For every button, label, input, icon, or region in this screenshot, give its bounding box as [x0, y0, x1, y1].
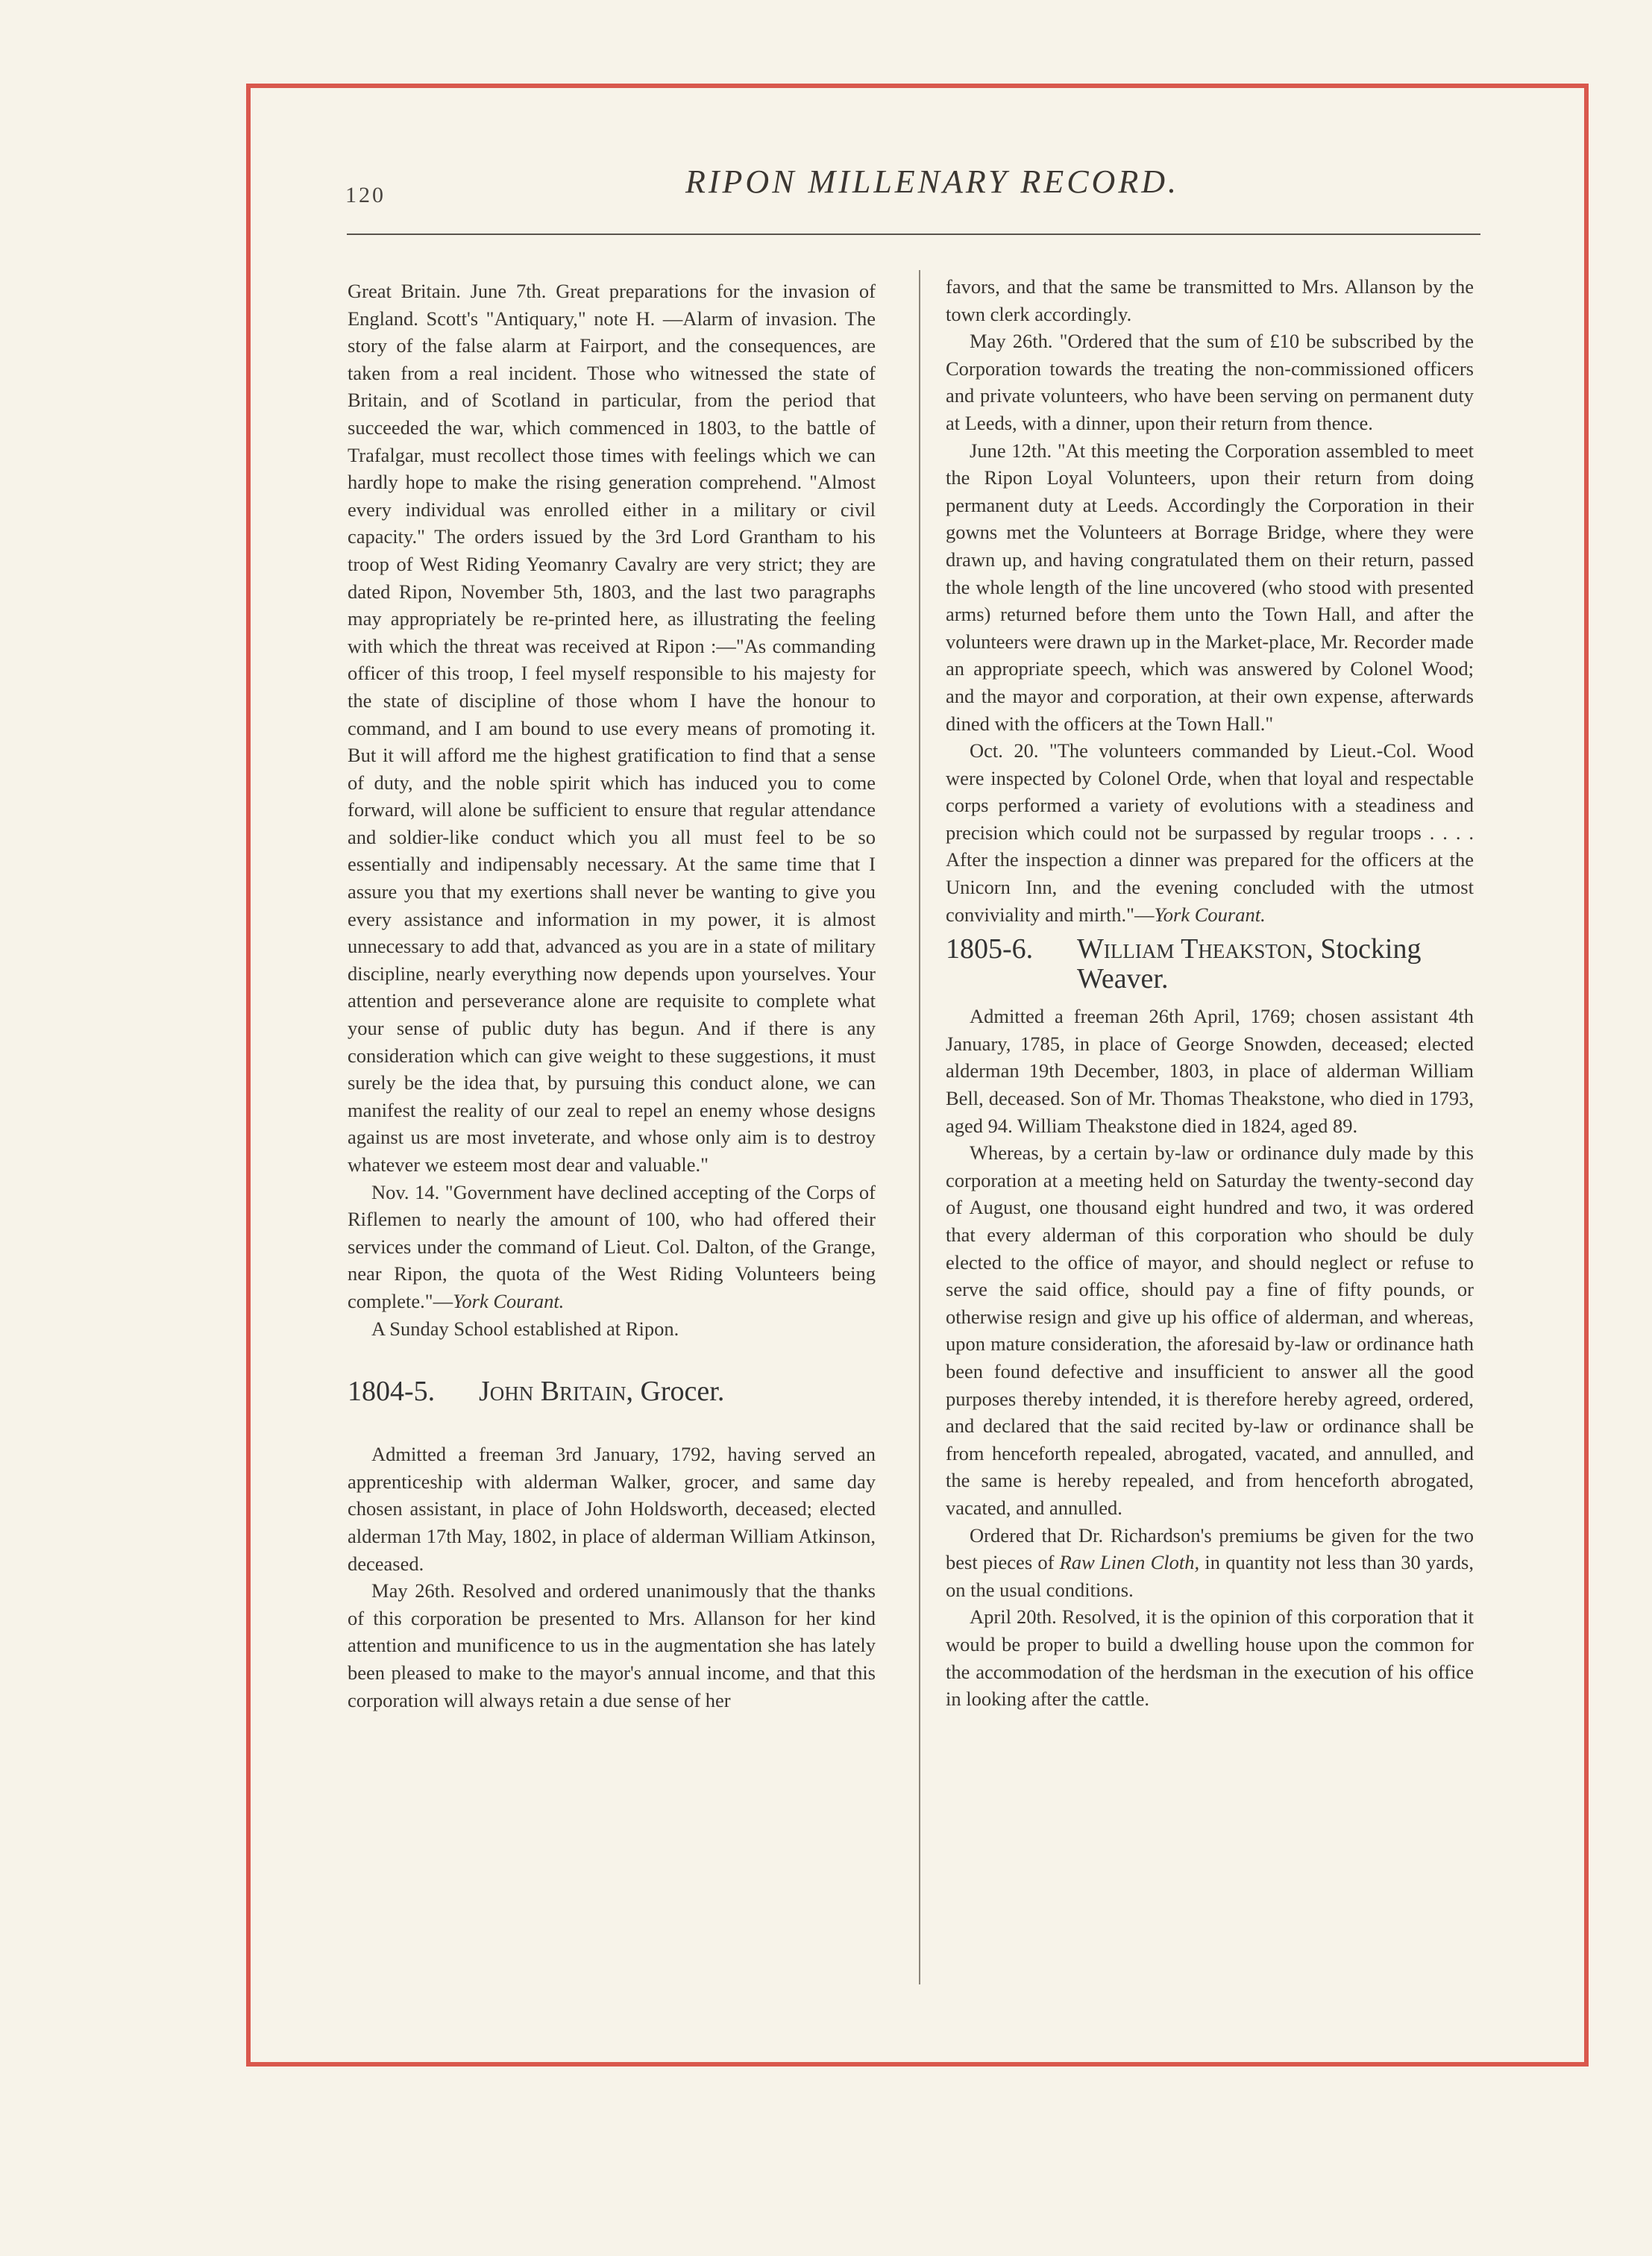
paragraph-may-26-resolved: May 26th. Resolved and ordered unanimously that the thanks of this corporation be presented to Mrs. Allanson for her kind attention and munificence to us in the augmentation she has lately been pleased to make to the mayor's annual income, and that this corporation will always retain a due sense of her	[348, 1579, 876, 1711]
entry-trade: Grocer.	[640, 1376, 725, 1408]
entry-name: William Theakston,	[1077, 933, 1313, 965]
entry-heading-1805	[946, 934, 1474, 994]
raw-linen-cloth: Raw Linen Cloth,	[1059, 1551, 1200, 1574]
paragraph-nov-14: Nov. 14. "Government have declined accepting of the Corps of Riflemen to nearly the amount of 100, who had offered their services under the command of Lieut. Col. Dalton, of the Grange, near Ripon, the quota of the West Riding Volunteers being complete."—York Courant.	[348, 1180, 876, 1312]
paragraph-invasion: Great Britain. June 7th. Great preparations for the invasion of England. Scott's "Antiquary," note H. —Alarm of invasion. The story of the false alarm at Fairport, and the consequences, are taken from a real incident. Those who witnessed the state of Britain, and of Scotland in particular, from the period that succeeded the war, which commenced in 1803, to the battle of Trafalgar, must recollect those times with feelings which we can hardly hope to make the rising generation comprehend. "Almost every individual was enrolled either in a military or civil capacity." The orders issued by the 3rd Lord Grantham to his troop of West Riding Yeomanry Cavalry are very strict; they are dated Ripon, November 5th, 1803, and the last two paragraphs may appropriately be re-printed here, as illustrating the feeling with which the threat was received at Ripon :—"As commanding officer of this troop, I feel myself responsible to his majesty for the state of discipline of those whom I have the honour to command, and I am bound to use every means of promoting it. But it will afford me the highest gratification to find that a sense of duty, and the noble spirit which has induced you to come forward, will alone be sufficient to ensure that regular attendance and soldier-like conduct which you all must feel to be so essentially and indipensably necessary. At the same time that I assure you that my exertions shall never be wanting to give you every assistance and information in my power, it is almost unnecessary to add that, advanced as you are in a state of military discipline, nearly everything now depends upon yourselves. Your attention and perseverance alone are requisite to complete what your sense of public duty has begun. And if there is any consideration which can give weight to these suggestions, it must surely be the idea that, by pursuing this conduct alone, we can manifest the reality of our zeal to repel an enemy whose designs against us are most inveterate, and whose only aim is to destroy whatever we esteem most dear and valuable."	[348, 280, 876, 1176]
entry-trade: Stocking	[1320, 933, 1422, 965]
paragraph-sunday-school: A Sunday School established at Ripon.	[371, 1317, 679, 1340]
paragraph-britain-admitted: Admitted a freeman 3rd January, 1792, having served an apprenticeship with alderman Walker, grocer, and same day chosen assistant, in place of John Holdsworth, deceased; elected alderman 17th May, 1802, in place of alderman William Atkinson, deceased.	[348, 1443, 876, 1575]
entry-year: 1804-5.	[348, 1376, 436, 1408]
paragraph-theakston-admitted: Admitted a freeman 26th April, 1769; chosen assistant 4th January, 1785, in place of George Snowden, deceased; elected alderman 19th December, 1803, in place of alderman William Bell, deceased. Son of Mr. Thomas Theakstone, who died in 1793, aged 94. William Theakstone died in 1824, aged 89.	[946, 1005, 1474, 1137]
left-column	[348, 278, 876, 1993]
entry-year: 1805-6.	[946, 933, 1034, 965]
page-number: 120	[345, 183, 386, 207]
paragraph-may-26-ordered: May 26th. "Ordered that the sum of £10 be subscribed by the Corporation towards the treating the non-commissioned officers and private volunteers, who have been serving on permanent duty at Leeds, with a dinner, upon their return from thence.	[946, 330, 1474, 434]
paragraph-whereas-bylaw: Whereas, by a certain by-law or ordinance duly made by this corporation at a meeting held on Saturday the twenty-second day of August, one thousand eight hundred and two, it was ordered that every alderman of this corporation who should be duly elected to the office of mayor, and should neglect or refuse to serve the said office, should pay a fine of fifty pounds, or otherwise resign and give up his office of alderman, and whereas, upon mature consideration, the aforesaid by-law or ordinance hath been found defective and insufficient to answer all the good purposes thereby intended, it is therefore hereby agreed, ordered, and declared that the said recited by-law or ordinance shall be from henceforth repealed, abrogated, vacated, and annulled, and the same is hereby repealed, and from henceforth abrogated, vacated, and annulled.	[946, 1141, 1474, 1519]
entry-name: John Britain,	[479, 1376, 633, 1408]
paragraph-april-20: April 20th. Resolved, it is the opinion of this corporation that it would be proper to build a dwelling house upon the common for the accommodation of the herdsman in the execution of his office in looking after the cattle.	[946, 1605, 1474, 1711]
citation-york-courant: York Courant.	[453, 1289, 565, 1312]
entry-trade-continued: Weaver.	[1077, 963, 1169, 995]
paragraph-favors: favors, and that the same be transmitted to Mrs. Allanson by the town clerk accordingly.	[946, 275, 1474, 325]
running-title: RIPON MILLENARY RECORD.	[685, 163, 1179, 200]
column-divider	[919, 270, 920, 1984]
paragraph-premiums: Ordered that Dr. Richardson's premiums be given for the two best pieces of Raw Linen Cloth, in quantity not less than 30 yards, on the usual conditions.	[946, 1523, 1474, 1601]
header-rule	[347, 234, 1480, 235]
entry-heading-1804	[348, 1376, 876, 1406]
paragraph-june-12: June 12th. "At this meeting the Corporation assembled to meet the Ripon Loyal Volunteers, upon their return from doing permanent duty at Leeds. Accordingly the Corporation in their gowns met the Volunteers at Borrage Bridge, where they were drawn up, and having congratulated them on their return, passed the whole length of the line uncovered (who stood with presented arms) returned before them unto the Town Hall, and after the volunteers were drawn up in the Market-place, Mr. Recorder made an appropriate speech, which was answered by Colonel Wood; and the mayor and corporation, at their own expense, afterwards dined with the officers at the Town Hall."	[946, 439, 1474, 735]
right-column	[946, 273, 1474, 1989]
citation-york-courant: York Courant.	[1154, 903, 1266, 926]
paragraph-oct-20: Oct. 20. "The volunteers commanded by Lieut.-Col. Wood were inspected by Colonel Orde, when that loyal and respectable corps performed a variety of evolutions with a steadiness and precision which could not be surpassed by regular troops . . . . After the inspection a dinner was prepared for the officers at the Unicorn Inn, and the evening concluded with the utmost conviviality and mirth."—York Courant.	[946, 739, 1474, 926]
